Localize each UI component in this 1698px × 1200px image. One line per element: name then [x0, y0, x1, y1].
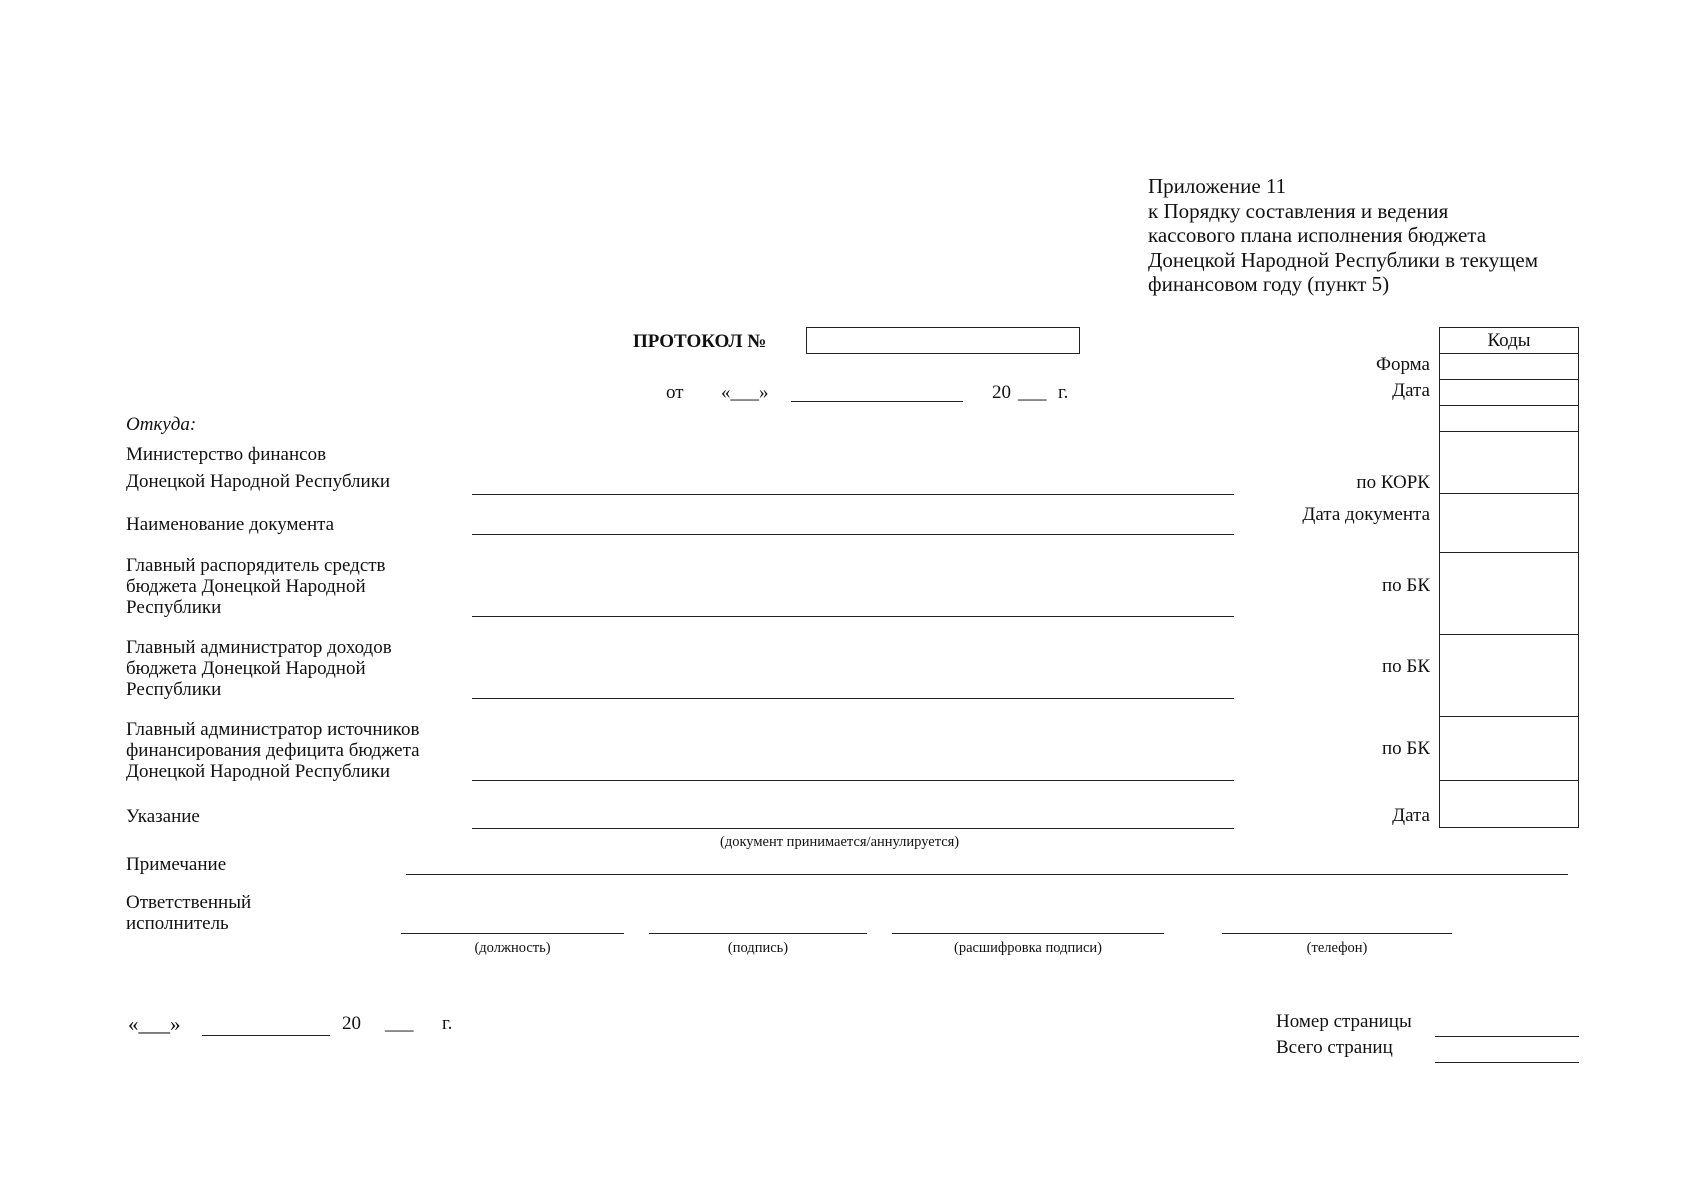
instruction-field[interactable]	[472, 828, 1234, 829]
appendix-line: финансовом году (пункт 5)	[1148, 272, 1390, 297]
codes-date2-label: Дата	[1392, 805, 1430, 826]
codes-kork-cell[interactable]	[1439, 431, 1579, 494]
protocol-number-field[interactable]	[806, 327, 1080, 354]
codes-form-cell[interactable]	[1439, 353, 1579, 380]
signature-decoding-hint: (расшифровка подписи)	[953, 940, 1103, 956]
ministry-field[interactable]	[472, 494, 1234, 495]
chief-admin-income-line: бюджета Донецкой Народной	[126, 658, 366, 679]
signature-field[interactable]	[649, 933, 867, 934]
signature-hint: (подпись)	[727, 940, 789, 956]
from-heading: Откуда:	[126, 414, 197, 435]
appendix-line: к Порядку составления и ведения	[1148, 198, 1449, 223]
codes-bk2-label: по БК	[1381, 656, 1430, 677]
phone-field[interactable]	[1222, 933, 1452, 934]
responsible-line: исполнитель	[126, 913, 229, 934]
chief-manager-line: Республики	[126, 597, 222, 618]
chief-admin-sources-line: Главный администратор источников	[126, 719, 420, 740]
codes-bk2-cell[interactable]	[1439, 634, 1579, 717]
page-number-label: Номер страницы	[1276, 1011, 1412, 1032]
appendix-line: кассового плана исполнения бюджета	[1148, 223, 1487, 248]
footer-year-field[interactable]: ___	[385, 1013, 414, 1034]
chief-admin-income-line: Главный администратор доходов	[126, 637, 392, 658]
chief-manager-label	[126, 555, 386, 618]
chief-admin-sources-field[interactable]	[472, 780, 1234, 781]
protocol-title: ПРОТОКОЛ №	[633, 331, 767, 352]
footer-day-field[interactable]: «___»	[128, 1012, 181, 1036]
chief-manager-field[interactable]	[472, 616, 1234, 617]
total-pages-field[interactable]	[1435, 1062, 1579, 1063]
chief-manager-line: Главный распорядитель средств	[126, 555, 386, 576]
doc-name-label: Наименование документа	[126, 514, 335, 535]
footer-year-prefix: 20	[342, 1013, 361, 1034]
codes-bk1-cell[interactable]	[1439, 552, 1579, 635]
codes-header: Коды	[1439, 327, 1579, 354]
position-hint: (должность)	[474, 940, 551, 956]
chief-admin-sources-line: Донецкой Народной Республики	[126, 761, 391, 782]
ministry-label	[126, 441, 390, 495]
ministry-line: Донецкой Народной Республики	[126, 471, 391, 492]
codes-bk1-label: по БК	[1381, 575, 1430, 596]
codes-doc-date-label: Дата документа	[1302, 504, 1430, 525]
protocol-year-suffix: г.	[1058, 382, 1069, 403]
note-field[interactable]	[406, 874, 1568, 875]
doc-name-field[interactable]	[472, 534, 1234, 535]
codes-doc-date-cell[interactable]	[1439, 493, 1579, 553]
chief-manager-line: бюджета Донецкой Народной	[126, 576, 366, 597]
chief-admin-income-label	[126, 637, 392, 700]
total-pages-label: Всего страниц	[1276, 1037, 1393, 1058]
codes-date-label: Дата	[1392, 380, 1430, 401]
protocol-day-field[interactable]: «___»	[721, 382, 769, 403]
footer-year-suffix: г.	[442, 1013, 453, 1034]
chief-admin-sources-label	[126, 719, 420, 782]
phone-hint: (телефон)	[1306, 940, 1368, 956]
chief-admin-income-field[interactable]	[472, 698, 1234, 699]
page-number-field[interactable]	[1435, 1036, 1579, 1037]
chief-admin-income-line: Республики	[126, 679, 222, 700]
appendix-line: Донецкой Народной Республики в текущем	[1148, 247, 1538, 272]
codes-date2-cell[interactable]	[1439, 780, 1579, 828]
protocol-month-field[interactable]	[791, 401, 963, 402]
protocol-year-field[interactable]: ___	[1018, 382, 1047, 403]
responsible-label	[126, 892, 251, 934]
note-label: Примечание	[126, 854, 227, 875]
signature-decoding-field[interactable]	[892, 933, 1164, 934]
footer-month-field[interactable]	[202, 1035, 330, 1036]
instruction-label: Указание	[126, 806, 200, 827]
codes-date-cell[interactable]	[1439, 379, 1579, 406]
protocol-from-label: от	[666, 382, 684, 403]
appendix-header	[1148, 174, 1538, 297]
chief-admin-sources-line: финансирования дефицита бюджета	[126, 740, 420, 761]
responsible-line: Ответственный	[126, 892, 252, 913]
codes-kork-label: по КОРК	[1356, 472, 1430, 493]
appendix-line: Приложение 11	[1148, 174, 1287, 198]
codes-empty-cell[interactable]	[1439, 405, 1579, 432]
instruction-hint: (документ принимается/аннулируется)	[720, 834, 960, 850]
position-field[interactable]	[401, 933, 624, 934]
protocol-year-prefix: 20	[992, 382, 1011, 403]
codes-bk3-cell[interactable]	[1439, 716, 1579, 781]
codes-bk3-label: по БК	[1381, 738, 1430, 759]
codes-form-label: Форма	[1375, 354, 1430, 375]
ministry-line: Министерство финансов	[126, 444, 327, 465]
